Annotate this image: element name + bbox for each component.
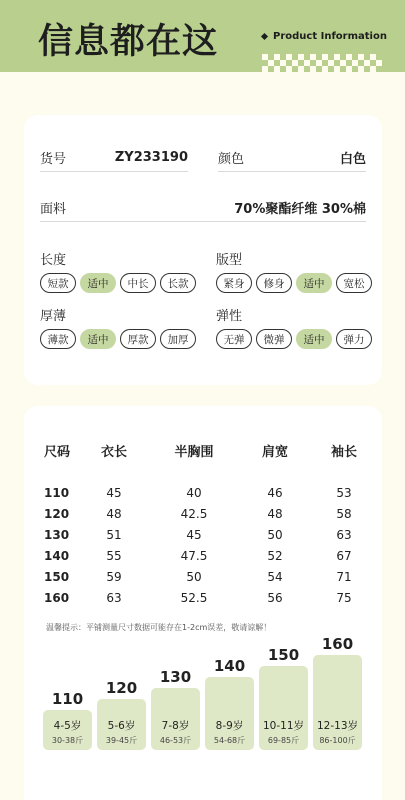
header-shoulder: 肩宽 (261, 444, 288, 460)
size-guide-number: 140 (213, 657, 246, 675)
fit-option: 紧身 (216, 273, 252, 293)
cell-sleeve: 58 (336, 506, 352, 521)
cell-size: 160 (44, 590, 70, 605)
header-subtitle-text: Product Information (273, 31, 387, 42)
size-guide-number: 120 (105, 679, 138, 697)
elasticity-option: 无弹 (216, 329, 252, 349)
cell-half-chest: 52.5 (180, 590, 208, 605)
cell-length: 59 (106, 569, 122, 584)
cell-sleeve: 67 (336, 548, 352, 563)
size-guide-number: 150 (267, 646, 300, 664)
cell-half-chest: 50 (186, 569, 202, 584)
color-value: 白色 (339, 152, 366, 167)
fit-title: 版型 (216, 253, 243, 268)
cell-size: 140 (44, 548, 70, 563)
size-guide-age: 5-6岁 (107, 720, 136, 732)
cell-length: 45 (106, 485, 122, 500)
sku-value: ZY233190 (114, 150, 188, 165)
cell-sleeve: 53 (336, 485, 352, 500)
cell-length: 63 (106, 590, 122, 605)
cell-size: 130 (44, 527, 70, 542)
cell-size: 120 (44, 506, 70, 521)
cell-sleeve: 71 (336, 569, 352, 584)
size-guide-bar (313, 655, 362, 750)
cell-half-chest: 47.5 (180, 548, 208, 563)
thickness-option-selected: 适中 (80, 329, 116, 349)
size-guide-bar (43, 710, 92, 750)
cell-half-chest: 45 (186, 527, 202, 542)
cell-half-chest: 42.5 (180, 506, 208, 521)
size-guide-weight: 30-38斤 (51, 736, 84, 745)
cell-length: 55 (106, 548, 122, 563)
cell-length: 48 (106, 506, 122, 521)
thickness-option: 加厚 (160, 329, 196, 349)
header-size: 尺码 (44, 444, 71, 460)
fit-option-selected: 适中 (296, 273, 332, 293)
page-title: 信息都在这 (38, 22, 219, 62)
size-guide-age: 8-9岁 (215, 720, 244, 732)
cell-size: 150 (44, 569, 70, 584)
fit-option: 宽松 (336, 273, 372, 293)
measurement-tip: 温馨提示：平铺测量尺寸数据可能存在1-2cm误差，敬请谅解！ (46, 623, 272, 632)
size-guide-number: 130 (159, 668, 192, 686)
length-title: 长度 (40, 253, 67, 268)
size-guide-weight: 69-85斤 (267, 736, 300, 745)
size-guide-bar (205, 677, 254, 750)
length-option: 短款 (40, 273, 76, 293)
cell-length: 51 (106, 527, 122, 542)
fabric-value: 70%聚酯纤维 30%棉 (234, 202, 366, 217)
size-guide-age: 10-11岁 (262, 720, 304, 732)
elasticity-title: 弹性 (216, 309, 243, 324)
size-guide-age: 4-5岁 (53, 720, 82, 732)
size-guide-weight: 46-53斤 (159, 736, 192, 745)
color-label: 颜色 (218, 152, 245, 167)
cell-sleeve: 63 (336, 527, 352, 542)
elasticity-option-selected: 适中 (296, 329, 332, 349)
header-length: 衣长 (100, 444, 127, 460)
cell-shoulder: 52 (267, 548, 283, 563)
cell-sleeve: 75 (336, 590, 352, 605)
size-guide-bar (97, 699, 146, 750)
cell-shoulder: 46 (267, 485, 283, 500)
cell-shoulder: 54 (267, 569, 283, 584)
size-guide-number: 160 (321, 635, 354, 653)
cell-shoulder: 48 (267, 506, 283, 521)
cell-shoulder: 56 (267, 590, 283, 605)
size-guide-bar (259, 666, 308, 750)
fit-option: 修身 (256, 273, 292, 293)
header-sleeve: 袖长 (330, 444, 357, 460)
length-option: 中长 (120, 273, 156, 293)
thickness-option: 厚款 (120, 329, 156, 349)
size-guide-age: 12-13岁 (316, 720, 358, 732)
sku-label: 货号 (40, 152, 67, 167)
cell-size: 110 (44, 485, 70, 500)
thickness-option: 薄款 (40, 329, 76, 349)
size-guide-age: 7-8岁 (161, 720, 190, 732)
length-option: 长款 (160, 273, 196, 293)
elasticity-option: 弹力 (336, 329, 372, 349)
size-guide-bar (151, 688, 200, 750)
header-half-chest: 半胸围 (174, 444, 214, 460)
length-option-selected: 适中 (80, 273, 116, 293)
size-guide-weight: 54-68斤 (213, 736, 246, 745)
fabric-label: 面料 (40, 202, 67, 217)
thickness-title: 厚薄 (40, 309, 67, 324)
size-guide-number: 110 (51, 690, 84, 708)
cell-shoulder: 50 (267, 527, 283, 542)
elasticity-option: 微弹 (256, 329, 292, 349)
cell-half-chest: 40 (186, 485, 202, 500)
size-guide-weight: 39-45斤 (105, 736, 138, 745)
size-guide-weight: 86-100斤 (319, 736, 356, 745)
